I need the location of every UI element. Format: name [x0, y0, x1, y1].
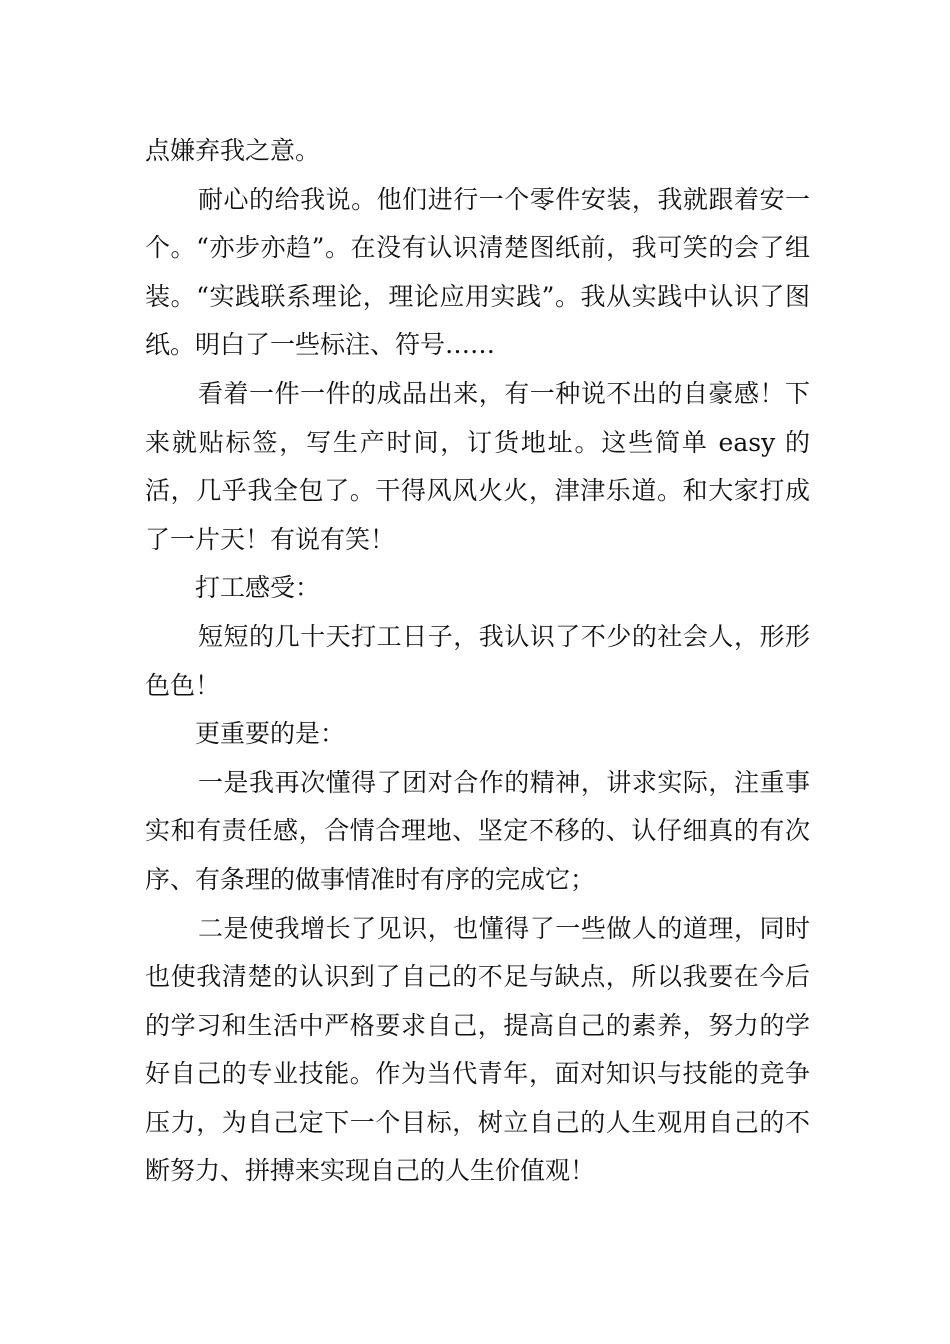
paragraph-more-important-heading: 更重要的是：: [195, 719, 346, 749]
paragraph-products: 看着一件一件的成品出来，有一种说不出的自豪感！下来就贴标签，写生产时间，订货地址。这些简单 easy 的活，几乎我全包了。干得风风火火，津津乐道。和大家打成了一片天！有说有笑！: [145, 378, 810, 554]
document-body: [145, 127, 810, 1196]
paragraph-assembly: 耐心的给我说。他们进行一个零件安装，我就跟着安一个。“亦步亦趋”。在没有认识清楚图纸前，我可笑的会了组装。“实践联系理论，理论应用实践”。我从实践中认识了图纸。明白了一些标注、符号……: [145, 184, 810, 360]
paragraph-point-one: 一是我再次懂得了团对合作的精神，讲求实际，注重事实和有责任感，合情合理地、坚定不移的、认仔细真的有次序、有条理的做事情准时有序的完成它；: [145, 767, 810, 894]
paragraph-continuation: 点嫌弃我之意。: [145, 136, 321, 165]
paragraph-social: 短短的几十天打工日子，我认识了不少的社会人，形形色色！: [145, 621, 810, 700]
paragraph-point-two: 二是使我增长了见识，也懂得了一些做人的道理，同时也使我清楚的认识到了自己的不足与缺点，所以我要在今后的学习和生活中严格要求自己，提高自己的素养，努力的学好自己的专业技能。作为当代青年，面对知识与技能的竞争压力，为自己定下一个目标，树立自己的人生观用自己的不断努力、拼搏来实现自己的人生价值观！: [145, 913, 810, 1186]
paragraph-work-feelings-heading: 打工感受：: [195, 573, 321, 603]
